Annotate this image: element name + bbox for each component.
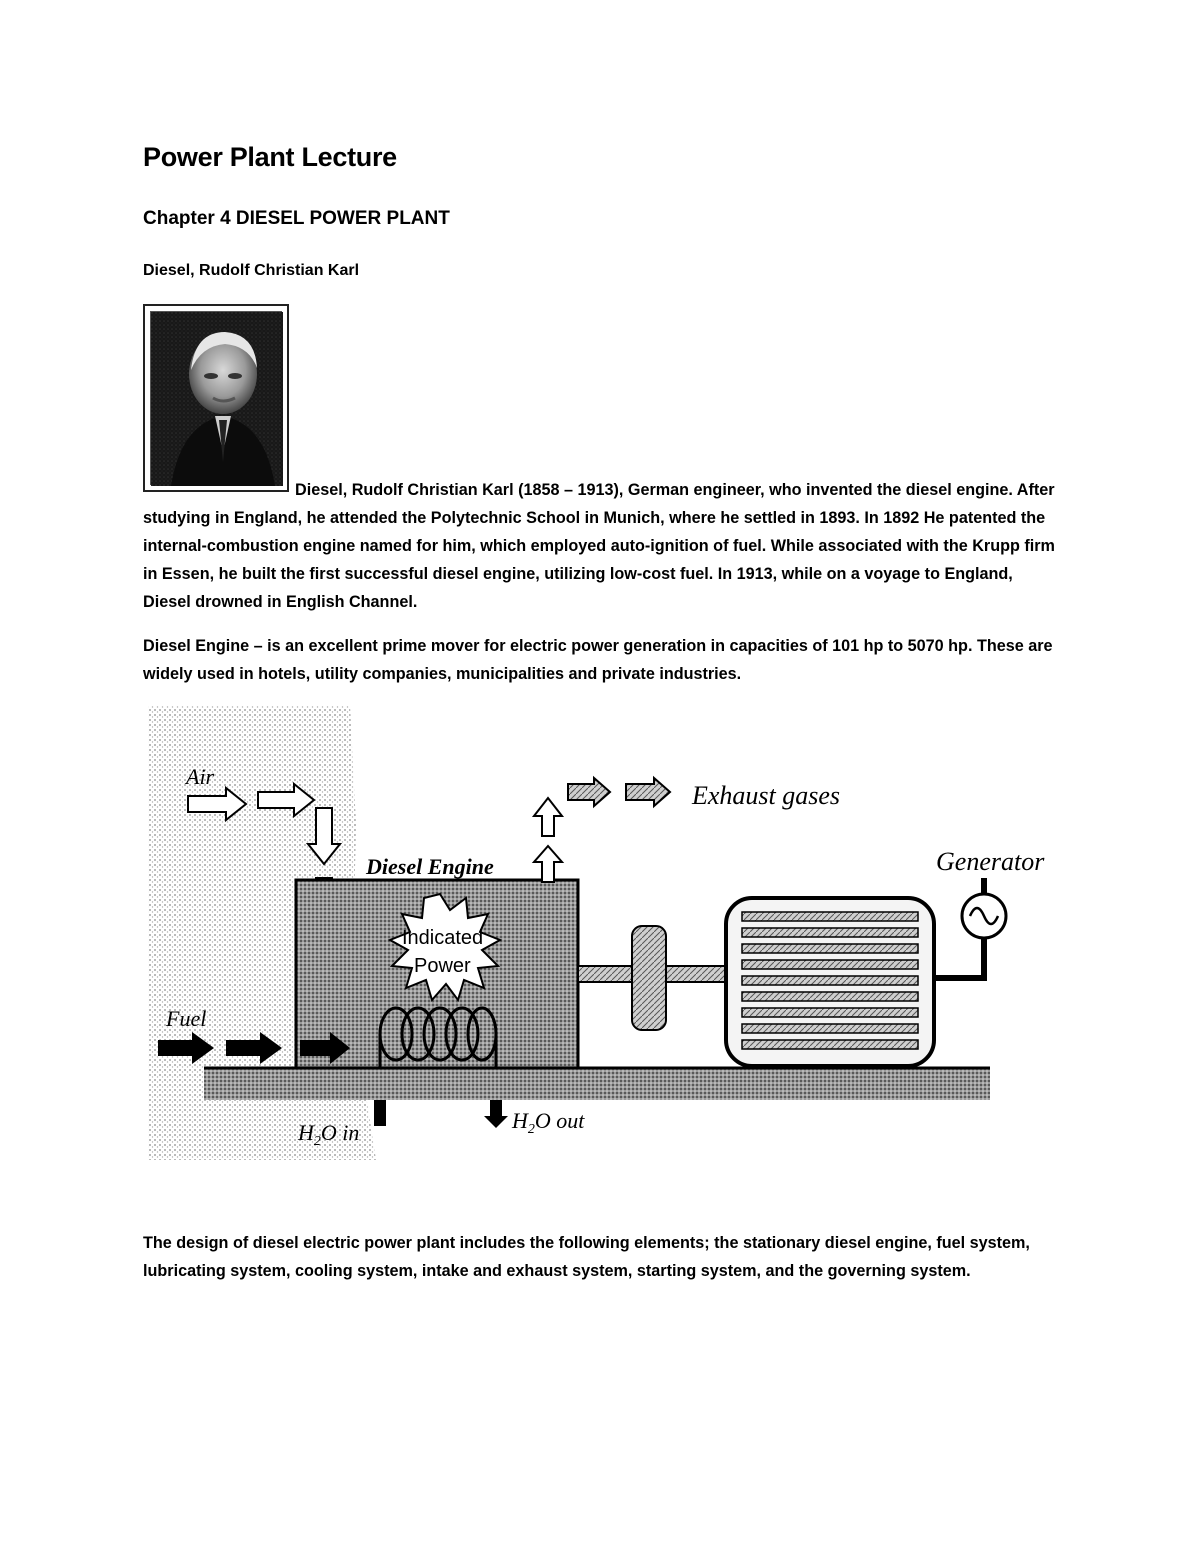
- bio-paragraph: Diesel, Rudolf Christian Karl (1858 – 1913), German engineer, who invented the diesel engine. After studying in England, he attended the Polytechnic School in Munich, where he settled in 1893. In 1892 He patented the internal-combustion engine named for him, which employed auto-ignition of fuel. While associated with the Krupp firm in Essen, he built the first successful diesel engine, utilizing low-cost fuel. In 1913, while on a voyage to England, Diesel drowned in English Channel.: [143, 481, 1055, 611]
- subheading: Diesel, Rudolf Christian Karl: [143, 262, 360, 279]
- exhaust-arrow-up-1: [534, 846, 562, 882]
- engine-paragraph: Diesel Engine – is an excellent prime mover for electric power generation in capacities of 101 hp to 5070 hp. These are widely used in hotels, utility companies, municipalities and private industries.: [143, 637, 1053, 683]
- chapter-heading: Chapter 4 DIESEL POWER PLANT: [143, 208, 450, 229]
- ground-floor: [204, 1068, 990, 1100]
- exhaust-arrow-right-1: [568, 778, 610, 806]
- generator-fins: [742, 912, 918, 1049]
- coupling-flywheel: [632, 926, 666, 1030]
- exhaust-arrow-right-2: [626, 778, 670, 806]
- design-paragraph: The design of diesel electric power plant includes the following elements; the stationary diesel engine, fuel system, lubricating system, cooling system, intake and exhaust system, starting system, and the governing system.: [143, 1234, 1030, 1280]
- indicated-label-1: Indicated: [402, 927, 484, 949]
- water-in-label: $H_2O$ in: [298, 1120, 360, 1149]
- air-label: Air: [186, 764, 215, 789]
- portrait-photo: [143, 304, 289, 492]
- exhaust-label: Exhaust gases: [692, 781, 841, 810]
- engine-label: Diesel Engine: [366, 854, 494, 879]
- diesel-plant-diagram: [144, 704, 1045, 1164]
- water-out-label: $H_2O$ out: [512, 1108, 585, 1137]
- bio-paragraph-block: [143, 476, 1063, 616]
- water-out-arrow: [484, 1100, 508, 1128]
- exhaust-arrow-up-2: [534, 798, 562, 836]
- generator-label: Generator: [936, 847, 1045, 876]
- indicated-label-2: Power: [414, 955, 471, 977]
- page-title: Power Plant Lecture: [143, 142, 397, 172]
- water-in-pipe: [374, 1100, 386, 1126]
- fuel-label: Fuel: [166, 1006, 207, 1031]
